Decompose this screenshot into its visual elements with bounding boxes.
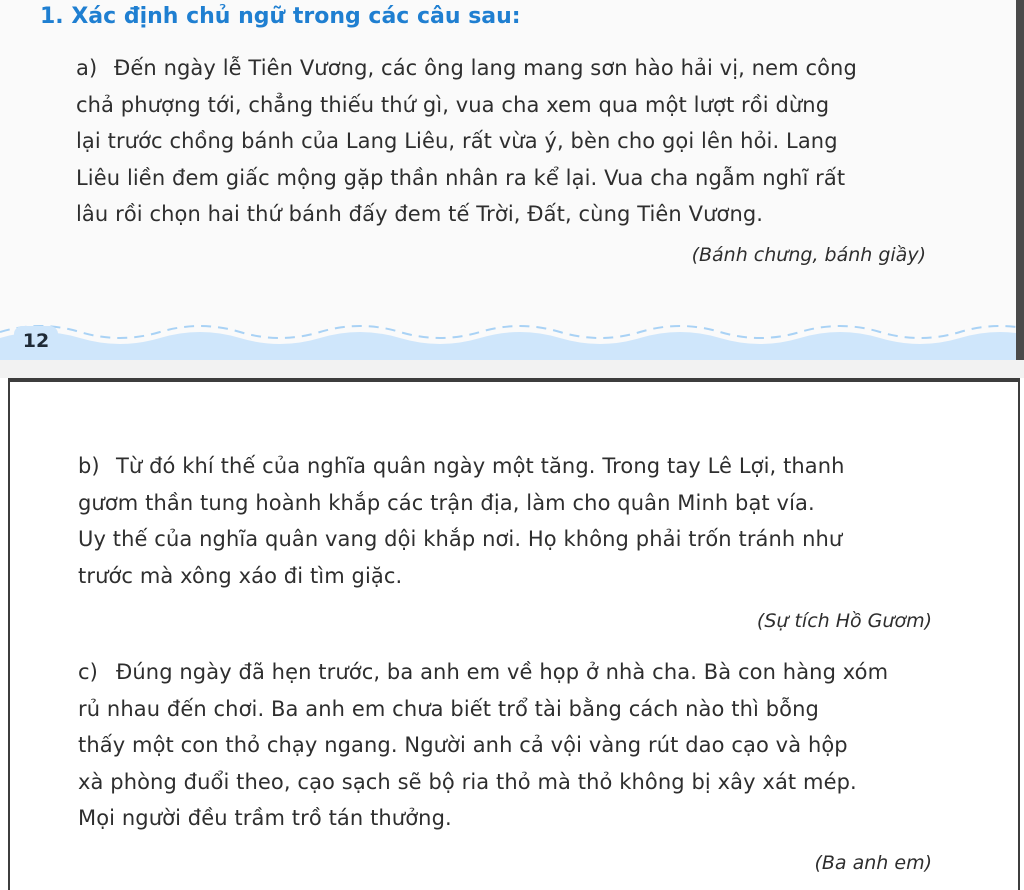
passage-c-source: (Ba anh em) (814, 852, 932, 874)
passage-b-line-2: gươm thần tung hoành khắp các trận địa, làm cho quân Minh bạt vía. (78, 490, 815, 515)
passage-a-line-2: chả phượng tới, chẳng thiếu thứ gì, vua cha xem qua một lượt rồi dừng (76, 92, 830, 117)
passage-a (76, 50, 857, 233)
passage-a-line-1: Đến ngày lễ Tiên Vương, các ông lang mang sơn hào hải vị, nem công (114, 56, 857, 80)
exercise-title: 1. Xác định chủ ngữ trong các câu sau: (40, 4, 521, 29)
passage-a-line-5: lâu rồi chọn hai thứ bánh đấy đem tế Trời, Đất, cùng Tiên Vương. (76, 202, 764, 226)
page-gap (0, 360, 1024, 378)
passage-a-line-3: lại trước chồng bánh của Lang Liêu, rất vừa ý, bèn cho gọi lên hỏi. Lang (76, 129, 838, 153)
passage-c (78, 654, 888, 837)
bottom-page (8, 378, 1020, 890)
wave-decoration (0, 318, 1016, 360)
passage-b-source: (Sự tích Hồ Gươm) (756, 610, 932, 632)
passage-c-marker: c) (78, 660, 98, 684)
top-page (0, 0, 1024, 360)
passage-c-line-1: Đúng ngày đã hẹn trước, ba anh em về họp ở nhà cha. Bà con hàng xóm (116, 660, 889, 684)
passage-a-marker: a) (76, 56, 98, 80)
passage-c-line-5: Mọi người đều trầm trồ tán thưởng. (78, 806, 452, 830)
passage-c-line-4: xà phòng đuổi theo, cạo sạch sẽ bộ ria thỏ mà thỏ không bị xây xát mép. (78, 769, 857, 794)
passage-b-line-3: Uy thế của nghĩa quân vang dội khắp nơi. Họ không phải trốn tránh như (78, 527, 843, 551)
passage-c-line-2: rủ nhau đến chơi. Ba anh em chưa biết trổ tài bằng cách nào thì bỗng (78, 696, 819, 721)
passage-a-line-4: Liêu liền đem giấc mộng gặp thần nhân ra kể lại. Vua cha ngẫm nghĩ rất (76, 165, 846, 190)
passage-a-source: (Bánh chưng, bánh giầy) (691, 244, 926, 266)
passage-b (78, 448, 845, 594)
passage-b-marker: b) (78, 454, 100, 478)
passage-c-line-3: thấy một con thỏ chạy ngang. Người anh cả vội vàng rút dao cạo và hộp (78, 733, 848, 757)
passage-b-line-1: Từ đó khí thế của nghĩa quân ngày một tăng. Trong tay Lê Lợi, thanh (116, 454, 845, 478)
page-number-badge: 12 (14, 326, 58, 356)
passage-b-line-4: trước mà xông xáo đi tìm giặc. (78, 563, 403, 588)
